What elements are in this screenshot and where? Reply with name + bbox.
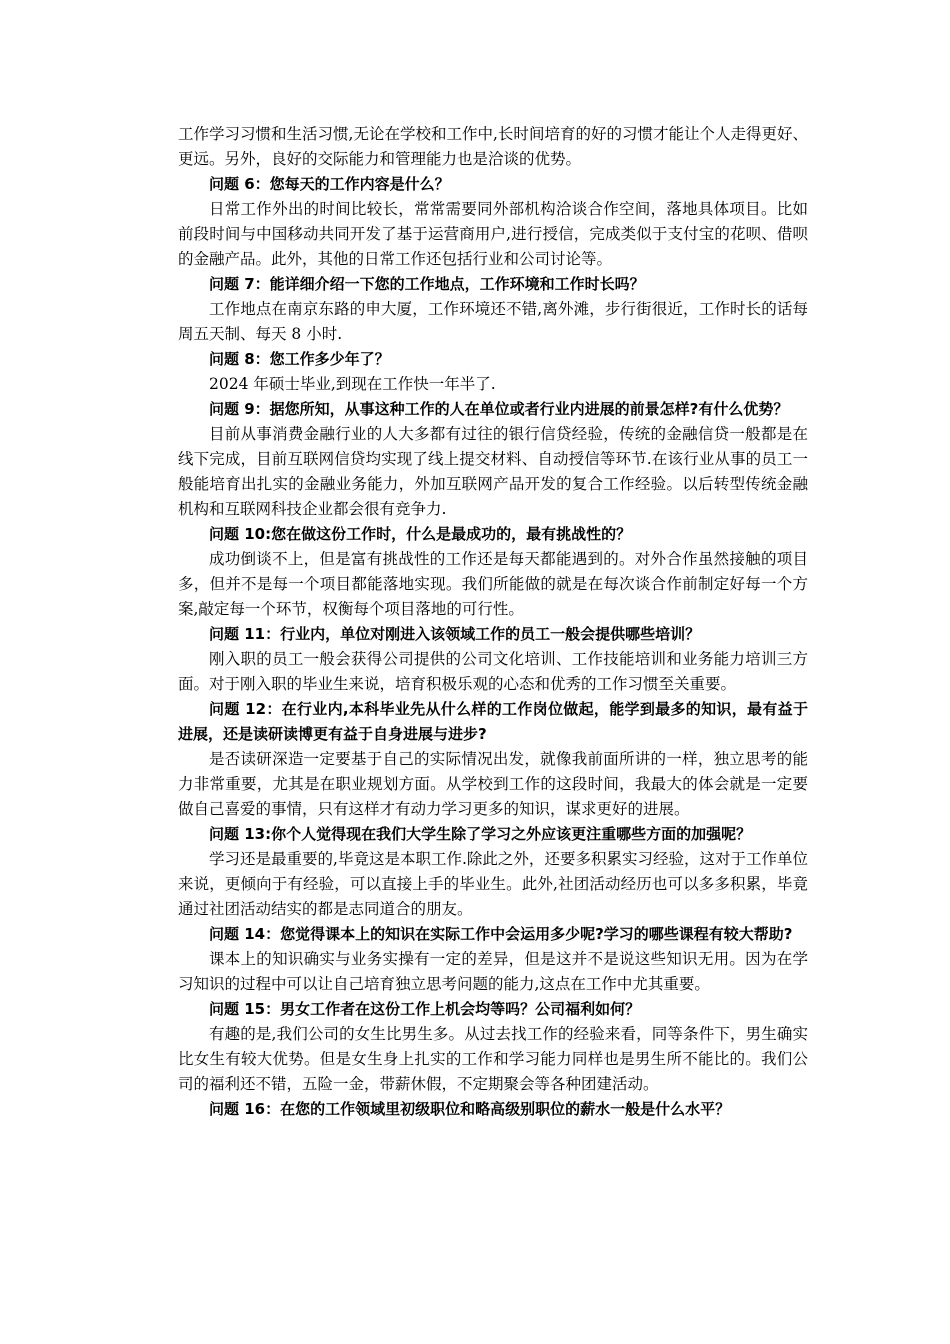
answer-15: 有趣的是,我们公司的女生比男生多。从过去找工作的经验来看，同等条件下，男生确实比女生有较大优势。但是女生身上扎实的工作和学习能力同样也是男生所不能比的。我们公司的福利还不错，五险一金，带薪休假，不定期聚会等各种团建活动。 bbox=[178, 1025, 808, 1093]
question-6: 问题 6：您每天的工作内容是什么？ bbox=[209, 175, 450, 193]
answer-14: 课本上的知识确实与业务实操有一定的差异，但是这并不是说这些知识无用。因为在学习知识的过程中可以让自己培育独立思考问题的能力,这点在工作中尤其重要。 bbox=[178, 950, 808, 993]
question-7: 问题 7：能详细介绍一下您的工作地点，工作环境和工作时长吗？ bbox=[209, 275, 645, 293]
answer-12: 是否读研深造一定要基于自己的实际情况出发，就像我前面所讲的一样，独立思考的能力非常重要，尤其是在职业规划方面。从学校到工作的这段时间，我最大的体会就是一定要做自己喜爱的事情，只有这样才有动力学习更多的知识，谋求更好的进展。 bbox=[178, 750, 808, 818]
question-14: 问题 14：您觉得课本上的知识在实际工作中会运用多少呢?学习的哪些课程有较大帮助? bbox=[209, 925, 793, 943]
question-16: 问题 16：在您的工作领域里初级职位和略高级别职位的薪水一般是什么水平？ bbox=[209, 1100, 731, 1118]
answer-11: 刚入职的员工一般会获得公司提供的公司文化培训、工作技能培训和业务能力培训三方面。对于刚入职的毕业生来说，培育积极乐观的心态和优秀的工作习惯至关重要。 bbox=[178, 650, 808, 693]
answer-8: 2024 年硕士毕业,到现在工作快一年半了. bbox=[209, 375, 496, 393]
question-8: 问题 8：您工作多少年了？ bbox=[209, 350, 390, 368]
question-10: 问题 10:您在做这份工作时，什么是最成功的，最有挑战性的？ bbox=[209, 525, 632, 543]
answer-6: 日常工作外出的时间比较长，常常需要同外部机构洽谈合作空间，落地具体项目。比如前段时间与中国移动共同开发了基于运营商用户,进行授信，完成类似于支付宝的花呗、借呗的金融产品。此外，其他的日常工作还包括行业和公司讨论等。 bbox=[178, 200, 808, 268]
answer-7: 工作地点在南京东路的申大厦，工作环境还不错,离外滩，步行街很近，工作时长的话每周五天制、每天 8 小时. bbox=[178, 300, 808, 343]
question-11: 问题 11：行业内，单位对刚进入该领域工作的员工一般会提供哪些培训？ bbox=[209, 625, 701, 643]
paragraph-habits: 工作学习习惯和生活习惯,无论在学校和工作中,长时间培育的好的习惯才能让个人走得更好、更远。另外，良好的交际能力和管理能力也是洽谈的优势。 bbox=[178, 125, 808, 168]
question-9: 问题 9：据您所知，从事这种工作的人在单位或者行业内进展的前景怎样?有什么优势？ bbox=[209, 400, 789, 418]
document-body bbox=[178, 122, 808, 1122]
question-12: 问题 12：在行业内,本科毕业先从什么样的工作岗位做起，能学到最多的知识，最有益于进展，还是读研读博更有益于自身进展与进步? bbox=[178, 700, 808, 743]
answer-10: 成功倒谈不上，但是富有挑战性的工作还是每天都能遇到的。对外合作虽然接触的项目多，但并不是每一个项目都能落地实现。我们所能做的就是在每次谈合作前制定好每一个方案,敲定每一个环节，权衡每个项目落地的可行性。 bbox=[178, 550, 808, 618]
answer-13: 学习还是最重要的,毕竟这是本职工作.除此之外，还要多积累实习经验，这对于工作单位来说，更倾向于有经验，可以直接上手的毕业生。此外,社团活动经历也可以多多积累，毕竟通过社团活动结实的都是志同道合的朋友。 bbox=[178, 850, 808, 918]
question-15: 问题 15：男女工作者在这份工作上机会均等吗？公司福利如何？ bbox=[209, 1000, 641, 1018]
question-13: 问题 13:你个人觉得现在我们大学生除了学习之外应该更注重哪些方面的加强呢？ bbox=[209, 825, 752, 843]
answer-9: 目前从事消费金融行业的人大多都有过往的银行信贷经验，传统的金融信贷一般都是在线下完成，目前互联网信贷均实现了线上提交材料、自动授信等环节.在该行业从事的员工一般能培育出扎实的金融业务能力，外加互联网产品开发的复合工作经验。以后转型传统金融机构和互联网科技企业都会很有竞争力. bbox=[178, 425, 808, 518]
